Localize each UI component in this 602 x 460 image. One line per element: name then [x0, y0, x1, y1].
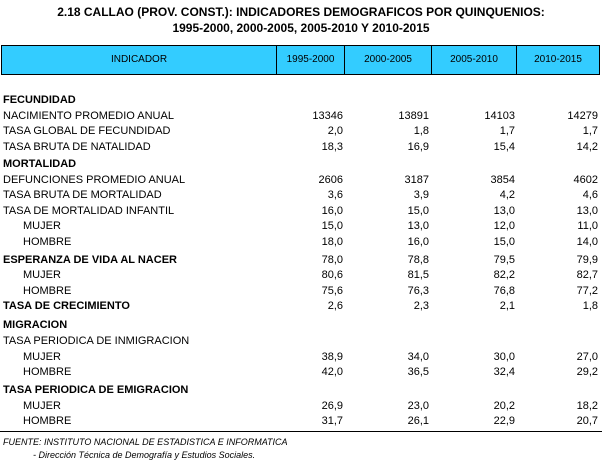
table-cell: 27,0 — [576, 351, 598, 363]
table-row — [0, 109, 602, 123]
table-cell: 22,9 — [493, 415, 515, 427]
table-cell: 20,2 — [493, 400, 515, 412]
table-cell: 1,7 — [499, 125, 515, 137]
section-label: TASA PERIODICA DE EMIGRACION — [3, 384, 189, 396]
table-cell: 38,9 — [321, 351, 343, 363]
table-cell: 18,2 — [576, 400, 598, 412]
table-cell: 34,0 — [407, 351, 429, 363]
table-cell: 78,0 — [321, 254, 343, 266]
section-label: MIGRACION — [3, 319, 68, 331]
header-2005-2010: 2005-2010 — [432, 46, 517, 74]
header-1995-2000: 1995-2000 — [277, 46, 345, 74]
table-row — [0, 253, 602, 267]
table-cell: 16,0 — [321, 205, 343, 217]
table-cell: 82,2 — [493, 269, 515, 281]
table-cell: 1,8 — [582, 300, 598, 312]
table-row — [0, 334, 602, 348]
table-cell: 20,7 — [576, 415, 598, 427]
table-cell: 16,9 — [407, 141, 429, 153]
table-cell: 15,0 — [407, 205, 429, 217]
table-cell: 14,2 — [576, 141, 598, 153]
table-cell: 13,0 — [493, 205, 515, 217]
header-indicador: INDICADOR — [2, 46, 277, 74]
table-row — [0, 219, 602, 233]
table-cell: 79,5 — [493, 254, 515, 266]
table-row — [0, 383, 602, 397]
table-cell: 1,8 — [413, 125, 429, 137]
table-row — [0, 399, 602, 413]
section-label: MORTALIDAD — [3, 158, 77, 170]
table-cell: 76,8 — [493, 285, 515, 297]
section-label: ESPERANZA DE VIDA AL NACER — [3, 254, 177, 266]
table-cell: 2,6 — [327, 300, 343, 312]
row-label: MUJER — [23, 351, 61, 363]
row-label: TASA DE MORTALIDAD INFANTIL — [3, 205, 175, 217]
header-2000-2005: 2000-2005 — [345, 46, 432, 74]
row-label: TASA PERIODICA DE INMIGRACION — [3, 335, 190, 347]
table-cell: 3854 — [490, 174, 515, 186]
table-header — [1, 45, 600, 75]
source-note: FUENTE: INSTITUTO NACIONAL DE ESTADISTICA E INFORMATICA — [3, 437, 288, 447]
table-cell: 29,2 — [576, 366, 598, 378]
table-subtitle: 1995-2000, 2000-2005, 2005-2010 Y 2010-2015 — [172, 21, 430, 35]
table-row — [0, 204, 602, 218]
row-label: HOMBRE — [23, 236, 72, 248]
table-cell: 30,0 — [493, 351, 515, 363]
table-cell: 13,0 — [576, 205, 598, 217]
table-cell: 15,0 — [321, 220, 343, 232]
table-cell: 78,8 — [407, 254, 429, 266]
table-row — [0, 93, 602, 107]
table-row — [0, 157, 602, 171]
table-cell: 42,0 — [321, 366, 343, 378]
table-row — [0, 365, 602, 379]
row-label: NACIMIENTO PROMEDIO ANUAL — [3, 110, 174, 122]
table-row — [0, 350, 602, 364]
section-label: TASA DE CRECIMIENTO — [3, 300, 130, 312]
table-cell: 2606 — [318, 174, 343, 186]
table-cell: 82,7 — [576, 269, 598, 281]
table-cell: 3,6 — [327, 189, 343, 201]
table-cell: 11,0 — [577, 220, 598, 232]
table-cell: 13891 — [398, 110, 429, 122]
table-cell: 2,0 — [327, 125, 343, 137]
table-cell: 2,1 — [499, 300, 515, 312]
table-row — [0, 318, 602, 332]
row-label: TASA BRUTA DE NATALIDAD — [3, 141, 151, 153]
row-label: HOMBRE — [23, 366, 72, 378]
row-label: TASA GLOBAL DE FECUNDIDAD — [3, 125, 171, 137]
table-cell: 26,1 — [407, 415, 429, 427]
table-cell: 79,9 — [576, 254, 598, 266]
table-cell: 14279 — [567, 110, 598, 122]
table-row — [0, 188, 602, 202]
row-label: MUJER — [23, 269, 61, 281]
row-label: TASA BRUTA DE MORTALIDAD — [3, 189, 162, 201]
table-cell: 77,2 — [576, 285, 598, 297]
table-cell: 3187 — [404, 174, 429, 186]
table-row — [0, 284, 602, 298]
table-cell: 15,0 — [493, 236, 515, 248]
table-cell: 12,0 — [493, 220, 515, 232]
table-cell: 23,0 — [407, 400, 429, 412]
table-cell: 3,9 — [413, 189, 429, 201]
table-cell: 18,3 — [321, 141, 343, 153]
table-cell: 18,0 — [321, 236, 343, 248]
table-cell: 14103 — [484, 110, 515, 122]
header-2010-2015: 2010-2015 — [534, 54, 582, 65]
table-cell: 4602 — [573, 174, 598, 186]
section-label: FECUNDIDAD — [3, 94, 76, 106]
table-cell: 81,5 — [407, 269, 429, 281]
table-row — [0, 235, 602, 249]
table-row — [0, 140, 602, 154]
table-cell: 15,4 — [493, 141, 515, 153]
table-row — [0, 414, 602, 428]
row-label: HOMBRE — [23, 285, 72, 297]
table-cell: 75,6 — [321, 285, 343, 297]
source-note-detail: - Dirección Técnica de Demografía y Estudios Sociales. — [33, 450, 256, 460]
table-cell: 16,0 — [407, 236, 429, 248]
table-row — [0, 124, 602, 138]
row-label: HOMBRE — [23, 415, 72, 427]
table-cell: 13346 — [312, 110, 343, 122]
table-cell: 26,9 — [321, 400, 343, 412]
table-cell: 13,0 — [407, 220, 429, 232]
table-cell: 36,5 — [407, 366, 429, 378]
row-label: MUJER — [23, 220, 61, 232]
table-cell: 76,3 — [407, 285, 429, 297]
footer-divider — [0, 431, 602, 432]
table-cell: 2,3 — [413, 300, 429, 312]
row-label: DEFUNCIONES PROMEDIO ANUAL — [3, 174, 186, 186]
table-cell: 1,7 — [582, 125, 598, 137]
table-cell: 14,0 — [576, 236, 598, 248]
table-cell: 31,7 — [321, 415, 343, 427]
table-row — [0, 173, 602, 187]
table-title: 2.18 CALLAO (PROV. CONST.): INDICADORES DEMOGRAFICOS POR QUINQUENIOS: — [57, 5, 545, 19]
table-cell: 80,6 — [321, 269, 343, 281]
table-cell: 4,2 — [499, 189, 515, 201]
table-row — [0, 268, 602, 282]
table-cell: 4,6 — [582, 189, 598, 201]
table-cell: 32,4 — [493, 366, 515, 378]
table-row — [0, 299, 602, 313]
row-label: MUJER — [23, 400, 61, 412]
